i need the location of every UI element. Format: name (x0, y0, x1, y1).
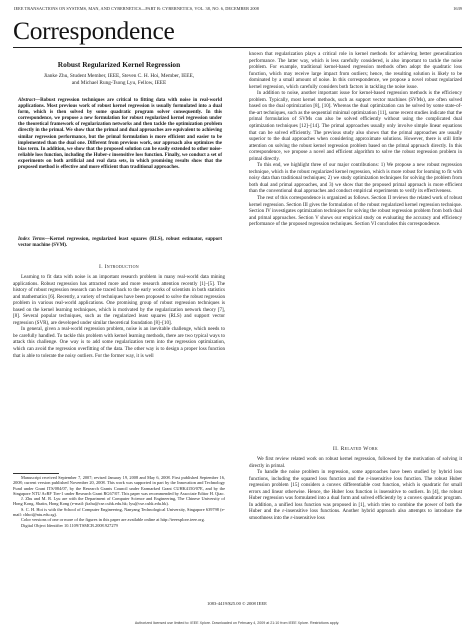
footnote: Color versions of one or more of the figures in this paper are available online at http://ieeexplore.ieee.org. (21, 517, 205, 523)
paragraph: known that regularization plays a critical role in kernel methods for achieving better generalization performance. The latter way, which is less carefully considered, is also important to tackle the noise problem. For example, traditional kernel-based regression methods often adopt the quadratic loss function, which may receive large impact from outliers; hence, the resulting solution is likely to be dominated by a small amount of noise. In this correspondence, we propose a novel robust regularized kernel regression, which carefully considers both factors in tackling the noise issue. (249, 51, 462, 90)
right-column-body (249, 51, 462, 228)
page-number: 1639 (453, 6, 462, 11)
copyright-notice: 1083-4419/$25.00 © 2008 IEEE (207, 601, 267, 606)
abstract-text: —Robust regression techniques are critical to fitting data with noise in real-world applications. Most previous work of robust kernel regression is usually formulated into a dual form, which is then solved by some quadratic program solver consequently. In this correspondence, we propose a new formulation for robust regularized kernel regression under the theoretical framework of regularization networks and then tackle the optimization problem directly in the primal. We show that the primal and dual approaches are equivalent to achieving similar regression performance, but the primal formulation is more efficient and easier to be implemented than the dual one. Different from previous work, our approach also optimizes the bias term. In addition, we show that the proposed solution can be easily extended to other noise-reliable loss function, including the Huber-ε insensitive loss function. Finally, we conduct a set of experiments on both artificial and real data sets, in which promising results show that the proposed method is effective and more efficient than traditional approaches. (18, 98, 222, 171)
footnote: J. Zhu and M. R. Lyu are with the Department of Computer Science and Engineering, The Chinese University of Hong Kong, Shatin, Hong Kong (e-mail: jkzhu@cse.cuhk.edu.hk; lyu@cse.cuhk.edu.hk). (13, 496, 225, 507)
index-terms-text: —Kernel regression, regularized least squares (RLS), robust estimator, support vector machine (SVM). (18, 237, 222, 249)
journal-running-title: IEEE TRANSACTIONS ON SYSTEMS, MAN, AND CYBERNETICS—PART B: CYBERNETICS, VOL. 38, NO. 6, DECEMBER 2008 (14, 6, 259, 11)
footnote-divider (13, 473, 59, 474)
paragraph: In general, given a real-world regression problem, noise is an inevitable challenge, which needs to be carefully handled. To tackle this problem with kernel learning methods, there are two typical ways to attack this challenge. One way is to add some regularization term into the regression optimization, which can avoid the regression overfitting of the data. The other way is to design a proper loss function that is able to tolerate the noisy outliers. For the former way, it is well (13, 326, 225, 359)
section-heading-related-work: II. Related Work (332, 446, 379, 452)
index-terms-lead: Index Terms (18, 237, 45, 242)
section-heading-introduction: I. Introduction (99, 264, 139, 270)
abstract-lead: Abstract (18, 98, 36, 103)
running-head (14, 6, 462, 15)
paragraph: To this end, we highlight three of our major contributions: 1) We propose a new robust regression technique, which is the robust regularized kernel regression, which is more robust for learning to fit with noisy data than traditional techniques; 2) we study optimization techniques for solving the problem from both dual and primal approaches, and 3) we show that the proposed primal approach is more efficient than the conventional dual approaches and conduct empirical experiments to verify its effectiveness. (249, 162, 462, 195)
related-work-body (249, 456, 462, 521)
paragraph: Learning to fit data with noise is an important research problem in many real-world data mining applications. Robust regression has attracted more and more research attention recently [1]–[5]. The history of robust regression research can be traced back to the early works of scientists in both statistics and mathematics [6]. Recently, a variety of techniques have been proposed to solve the robust regression problem in various real-world applications. One promising group of robust regression techniques is based on the kernel learning techniques, which is motivated by the regularization network theory [7], [8]. Several popular techniques, such as the regularized least squares (RLS) and support vector regression (SVR), are developed under similar theoretical foundation [8]–[10]. (13, 274, 225, 326)
footnote: Manuscript received September 7, 2007; revised January 19, 2008 and May 6, 2008. First published September 16, 2008; current version published November 20, 2008. This work was supported in part by the Innovation and Technology Fund under Grant ITS/084/07, by the Research Grants Council under Earmarked Grant CUHK4150/07E, and by the Singapore NTU AcRF Tier-1 under Research Grant RG67/07. This paper was recommended by Associate Editor H. Qiao. (13, 475, 225, 496)
author-list (13, 73, 225, 86)
paragraph: To handle the noise problem in regression, some approaches have been studied by hybrid loss functions, including the squared loss function and the ε-insensitive loss function. The robust Huber regression problem [15] considers a convex differentiable cost function, which is quadratic for small errors and linear otherwise. Hence, the Huber loss function is insensitive to outliers. In [4], the robust Huber regression was formulated into a dual form and solved efficiently by a convex quadratic program. In addition, a unified loss function was proposed in [1], which tries to combine the power of both the Huber and the ε-insensitive loss functions. Another hybrid approach also attempts to introduce the smoothness into the ε-insensitive loss (249, 469, 462, 521)
paragraph: We first review related work on robust kernel regression, followed by the motivation of solving it directly in primal. (249, 456, 462, 469)
paragraph: The rest of this correspondence is organized as follows. Section II reviews the related work of robust kernel regression. Section III gives the formulation of the robust regularized kernel regression technique. Section IV investigates optimization techniques for solving the robust regression problem from both dual and primal approaches. Section V shows our empirical study on evaluating the accuracy and efficiency performance of the proposed regression techniques. Section VI concludes this correspondence. (249, 195, 462, 228)
footnote: Digital Object Identifier 10.1109/TSMCB.2008.927279 (21, 522, 118, 528)
footnotes (13, 475, 225, 528)
introduction-body (13, 274, 225, 359)
license-notice: Authorized licensed use limited to: IEEE Xplore. Downloaded on February 4, 2009 at 21:10 from IEEE Xplore. Restrictions apply. (134, 621, 340, 625)
authors-line-2: and Michael Rung-Tsong Lyu, Fellow, IEEE (71, 79, 167, 86)
footnote: S. C. H. Hoi is with the School of Computer Engineering, Nanyang Technological University, Singapore 639798 (e-mail: chhoi@ntu.edu.sg). (13, 506, 225, 518)
paper-title: Robust Regularized Kernel Regression (57, 60, 181, 69)
header-divider (13, 47, 462, 48)
section-type-heading: Correspondence (13, 16, 175, 45)
authors-line-1: Jianke Zhu, Student Member, IEEE, Steven C. H. Hoi, Member, IEEE, (43, 73, 195, 79)
paragraph: In addition to noise, another important issue for kernel-based regression methods is the efficiency problem. Typically, most kernel methods, such as support vector machines (SVMs), are often solved based on the dual optimization [8], [10]. Whereas the dual optimization can be solved by some state-of-the-art techniques, such as the sequential minimal optimization [11], some recent studies indicate that the primal formulation of SVMs can also be solved efficiently without using the complicated dual optimization techniques [12]–[14]. The primal approaches usually only involve simple linear equations that can be solved efficiently. The previous study also shows that the primal approaches are usually superior to the dual approaches when considering approximate solutions. However, there is still little attention on solving the robust kernel regression problem based on the primal approach directly. In this correspondence, we propose a novel and efficient algorithm to solve the robust regression problem in primal directly. (249, 90, 462, 162)
index-terms (18, 237, 222, 249)
abstract (18, 98, 222, 171)
